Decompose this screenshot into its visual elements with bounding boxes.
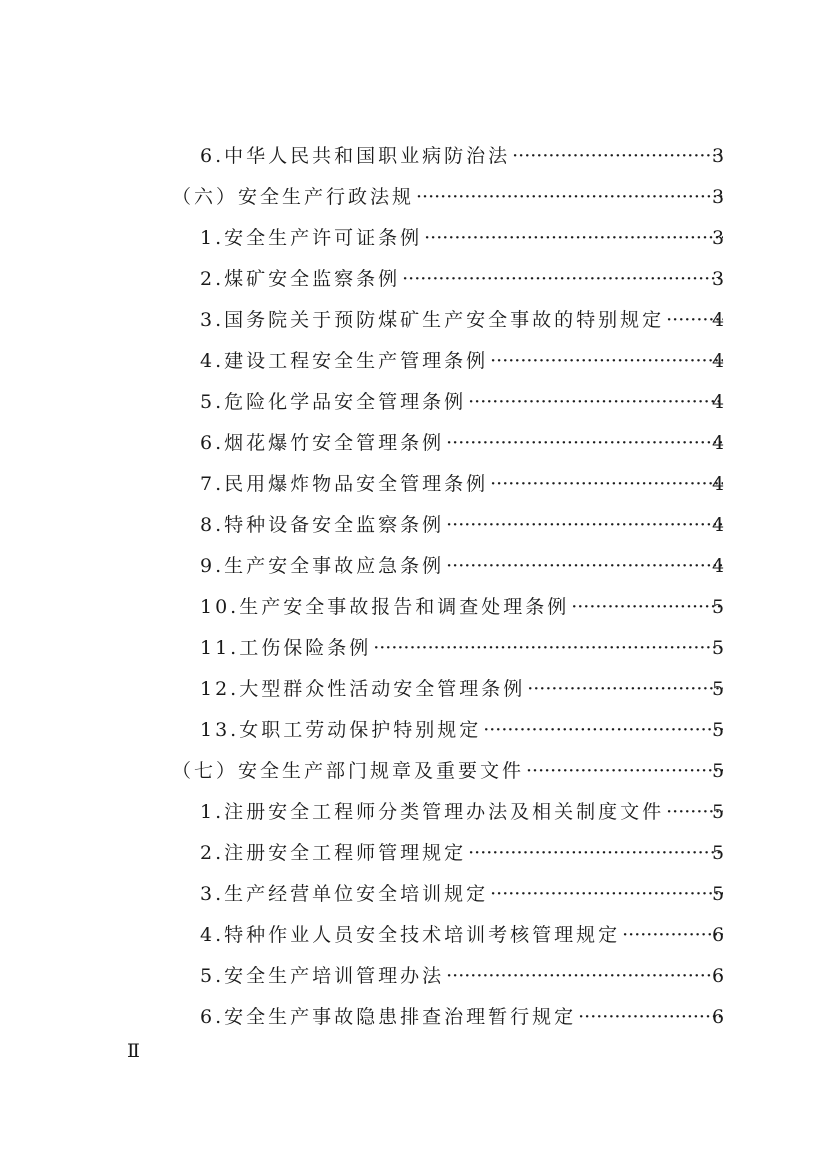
toc-entry-line <box>200 423 723 464</box>
toc-entry <box>0 136 830 177</box>
toc-page-number: 5 <box>711 842 725 864</box>
toc-entry <box>0 505 830 546</box>
dot-leader <box>488 464 723 505</box>
toc-entry-line <box>200 915 723 956</box>
toc-entry-title: 1.安全生产许可证条例 <box>200 227 423 249</box>
toc-entry-title: 13.女职工劳动保护特别规定 <box>200 719 482 741</box>
toc-page-number: 4 <box>711 309 725 331</box>
toc-entry-title: 4.特种作业人员安全技术培训考核管理规定 <box>200 924 621 946</box>
toc-page-number: 3 <box>711 145 725 167</box>
toc-page-number: 3 <box>711 227 725 249</box>
toc-page-number: 4 <box>711 514 725 536</box>
dot-leader <box>444 505 723 546</box>
toc-entry-line <box>200 833 723 874</box>
toc-entry-line <box>200 792 723 833</box>
toc-entry-line <box>200 628 723 669</box>
toc-page-number: 5 <box>711 883 725 905</box>
dot-leader <box>510 136 723 177</box>
toc-entry-line <box>200 874 723 915</box>
toc-entry-line <box>200 136 723 177</box>
toc-entry <box>0 669 830 710</box>
toc-entry <box>0 464 830 505</box>
toc-entry <box>0 218 830 259</box>
toc-page-number: 6 <box>711 965 725 987</box>
toc-page-number: 6 <box>711 924 725 946</box>
toc-entry-title: 4.建设工程安全生产管理条例 <box>200 350 489 372</box>
toc-entry <box>0 587 830 628</box>
dot-leader <box>414 177 723 218</box>
toc-entry-line <box>200 669 723 710</box>
toc-entry <box>0 382 830 423</box>
toc-entry <box>0 546 830 587</box>
toc-page-number: 5 <box>711 678 725 700</box>
toc-entry-title: 7.民用爆炸物品安全管理条例 <box>200 473 489 495</box>
dot-leader <box>444 956 723 997</box>
table-of-contents <box>0 136 830 1038</box>
toc-entry-line <box>200 341 723 382</box>
toc-entry-title: 9.生产安全事故应急条例 <box>200 555 445 577</box>
toc-entry-line <box>200 300 723 341</box>
toc-entry-title: 3.国务院关于预防煤矿生产安全事故的特别规定 <box>200 309 665 331</box>
toc-page-number: 5 <box>711 719 725 741</box>
toc-entry-line <box>200 218 723 259</box>
toc-page-number: 4 <box>711 350 725 372</box>
toc-entry-line <box>200 997 723 1038</box>
toc-section-heading <box>0 177 830 218</box>
toc-entry-title: 10.生产安全事故报告和调查处理条例 <box>200 596 570 618</box>
dot-leader <box>371 628 723 669</box>
toc-entry-title: 2.注册安全工程师管理规定 <box>200 842 467 864</box>
toc-entry-title: （七）安全生产部门规章及重要文件 <box>172 760 525 782</box>
toc-entry-title: 3.生产经营单位安全培训规定 <box>200 883 489 905</box>
toc-page-number: 5 <box>711 801 725 823</box>
toc-entry <box>0 423 830 464</box>
dot-leader <box>400 259 723 300</box>
toc-page-number: 4 <box>711 391 725 413</box>
dot-leader <box>569 587 723 628</box>
toc-page-number: 5 <box>711 760 725 782</box>
toc-entry-line <box>200 259 723 300</box>
dot-leader <box>444 546 723 587</box>
toc-entry <box>0 259 830 300</box>
toc-entry-title: 12.大型群众性活动安全管理条例 <box>200 678 526 700</box>
toc-entry-title: （六）安全生产行政法规 <box>172 186 415 208</box>
toc-entry-line <box>200 382 723 423</box>
toc-entry-line <box>200 464 723 505</box>
toc-entry-title: 1.注册安全工程师分类管理办法及相关制度文件 <box>200 801 665 823</box>
toc-entry-line <box>200 505 723 546</box>
toc-entry <box>0 956 830 997</box>
dot-leader <box>422 218 723 259</box>
dot-leader <box>444 423 723 464</box>
toc-entry-title: 5.安全生产培训管理办法 <box>200 965 445 987</box>
page-number: Ⅱ <box>127 1040 140 1062</box>
toc-entry <box>0 710 830 751</box>
toc-page-number: 3 <box>711 186 725 208</box>
dot-leader <box>576 997 723 1038</box>
toc-page-number: 6 <box>711 1006 725 1028</box>
toc-page-number: 4 <box>711 473 725 495</box>
toc-entry <box>0 833 830 874</box>
toc-entry-title: 6.烟花爆竹安全管理条例 <box>200 432 445 454</box>
dot-leader <box>488 874 723 915</box>
toc-entry <box>0 628 830 669</box>
toc-entry <box>0 300 830 341</box>
toc-entry-title: 8.特种设备安全监察条例 <box>200 514 445 536</box>
toc-page-number: 5 <box>711 596 725 618</box>
dot-leader <box>488 341 723 382</box>
toc-entry <box>0 997 830 1038</box>
toc-entry <box>0 874 830 915</box>
dot-leader <box>525 669 723 710</box>
dot-leader <box>481 710 723 751</box>
toc-page-number: 4 <box>711 432 725 454</box>
toc-entry <box>0 341 830 382</box>
toc-entry-title: 6.中华人民共和国职业病防治法 <box>200 145 511 167</box>
toc-entry-title: 5.危险化学品安全管理条例 <box>200 391 467 413</box>
dot-leader <box>466 382 723 423</box>
toc-entry-title: 2.煤矿安全监察条例 <box>200 268 401 290</box>
dot-leader <box>524 751 723 792</box>
toc-entry-title: 11.工伤保险条例 <box>200 637 372 659</box>
toc-entry-line <box>200 710 723 751</box>
toc-entry-line <box>200 587 723 628</box>
toc-page-number: 5 <box>711 637 725 659</box>
toc-page-number: 4 <box>711 555 725 577</box>
toc-entry-line <box>172 751 723 792</box>
toc-section-heading <box>0 751 830 792</box>
toc-page-number: 3 <box>711 268 725 290</box>
toc-entry-line <box>200 956 723 997</box>
toc-entry <box>0 792 830 833</box>
dot-leader <box>466 833 723 874</box>
toc-entry-line <box>172 177 723 218</box>
toc-entry <box>0 915 830 956</box>
toc-entry-line <box>200 546 723 587</box>
toc-entry-title: 6.安全生产事故隐患排查治理暂行规定 <box>200 1006 577 1028</box>
